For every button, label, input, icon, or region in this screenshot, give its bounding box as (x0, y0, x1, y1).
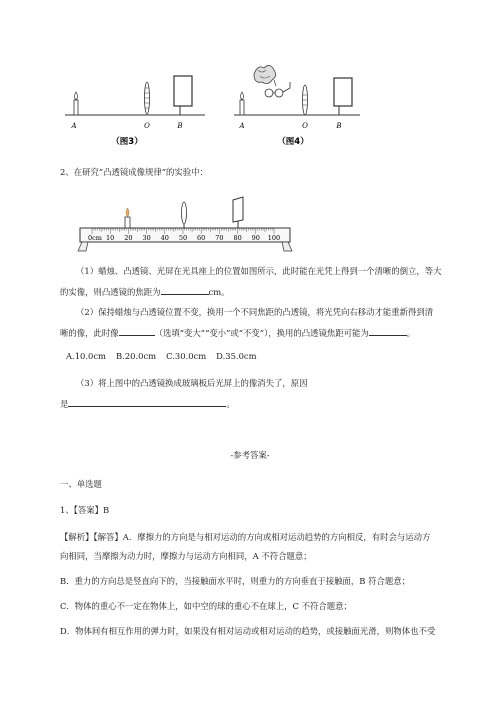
ruler-tick-label: 70 (215, 234, 224, 242)
analysis-line-5: D．物体间有相互作用的弹力时，如果没有相对运动或相对运动的趋势，或接触面光滑，则物体也不受 (60, 626, 436, 636)
analysis-line-2: 向相同，当摩擦为动力时，摩擦力与运动方向相同，A 不符合题意； (60, 551, 312, 561)
part-2-options (66, 350, 257, 362)
part-1-line-2: 的实像，则凸透镜的焦距为 cm。 (60, 287, 230, 297)
part-2-line-1: （2）保持蜡烛与凸透镜位置不变，换用一个不同焦距的凸透镜，将光凭向右移动才能重新得到清 (76, 307, 434, 317)
ruler-tick-label: 50 (178, 234, 188, 242)
ruler-unit-label: 0cm (88, 234, 102, 242)
analysis-line-1: 【解析】【解答】A．摩擦力的方向是与相对运动的方向或相对运动趋势的方向相反，有时会与运动方 (60, 532, 431, 542)
point-b-label: B (177, 122, 183, 130)
focal-length-blank[interactable] (161, 285, 209, 295)
optical-bench (78, 196, 298, 256)
part-1-line-1: （1）蜡烛、凸透镜、光屏在光具座上的位置如图所示，此时能在光凭上得到一个清晰的倒立，等大 (76, 266, 442, 276)
candle-icon (125, 208, 130, 228)
ruler-tick-label: 20 (124, 234, 133, 242)
screen-icon (334, 78, 352, 106)
option-a[interactable]: A.10.0cm (66, 351, 106, 361)
option-b[interactable]: B.20.0cm (116, 351, 157, 361)
ruler-tick-label: 10 (106, 234, 115, 242)
point-o-label: O (302, 122, 308, 130)
point-o-label: O (144, 122, 150, 130)
question-2-title: 2、在研究”凸透镜成像规律”的实验中： (60, 167, 208, 177)
figure-4-caption: （图4） (277, 137, 309, 147)
ruler-tick-label: 60 (197, 234, 206, 242)
figure-3 (60, 70, 210, 150)
candle-icon (240, 100, 244, 115)
point-b-label: B (336, 122, 342, 130)
ruler-tick-label: 30 (142, 234, 151, 242)
lens-icon (182, 202, 187, 228)
point-a-label: A (71, 122, 77, 130)
part-3-line-1: （3）将上图中的凸透镜换成玻璃板后光屏上的像消失了，原因 (76, 378, 308, 388)
part-3-line-2: 是 。 (60, 399, 235, 409)
answers-heading: -参考答案- (230, 450, 270, 460)
point-a-label: A (239, 122, 245, 130)
option-d[interactable]: D.35.0cm (216, 351, 257, 361)
screen-icon (174, 76, 192, 106)
part-2-line-2: 晰的像，此时像 （选填“变大”“变小”或“不变”），换用的凸透镜焦距可能为 。 (60, 328, 416, 338)
ruler-tick-label: 90 (251, 234, 260, 242)
candle-icon (74, 100, 78, 115)
focal-choice-blank[interactable] (369, 326, 407, 336)
figure-3-caption: （图3） (111, 137, 143, 147)
screen-icon (233, 197, 243, 228)
question-1-answer: 1、【答案】B (60, 505, 110, 515)
analysis-line-4: C．物体的重心不一定在物体上，如中空的球的重心不在球上，C 不符合题意； (60, 601, 352, 611)
option-c[interactable]: C.30.0cm (166, 351, 207, 361)
ruler-tick-label: 100 (267, 234, 281, 242)
analysis-line-3: B．重力的方向总是竖直向下的，当接触面水平时，则重力的方向垂直于接触面，B 符合题意； (60, 576, 410, 586)
ruler-tick-label: 80 (233, 234, 242, 242)
section-heading: 一、单选题 (60, 479, 102, 489)
figure-4 (232, 60, 362, 150)
glasses-hand-icon (254, 65, 290, 97)
reason-blank[interactable] (68, 397, 226, 407)
image-size-blank[interactable] (119, 326, 155, 336)
ruler-tick-label: 40 (160, 234, 169, 242)
